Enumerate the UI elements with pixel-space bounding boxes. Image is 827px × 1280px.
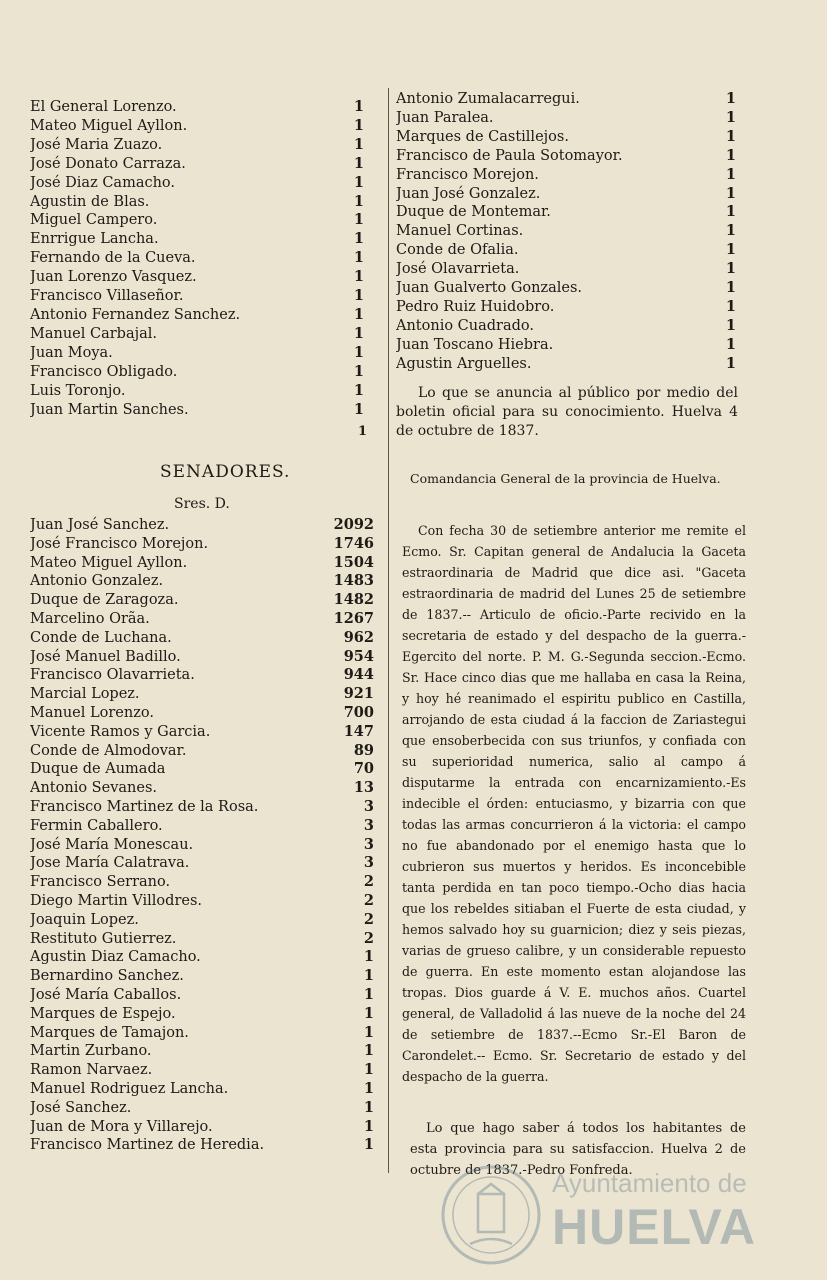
senador-row-name: Agustin Diaz Camacho. bbox=[30, 949, 201, 966]
senador-row bbox=[30, 1042, 374, 1061]
senador-row bbox=[30, 1005, 374, 1024]
senador-row-votes: 1 bbox=[363, 1136, 374, 1154]
deputy-row bbox=[396, 128, 736, 147]
senador-row-votes: 1 bbox=[363, 1061, 374, 1079]
senadores-heading: SENADORES. bbox=[160, 462, 291, 482]
senador-row-votes: 2 bbox=[363, 873, 374, 891]
deputy-row-name: Agustin de Blas. bbox=[30, 193, 150, 210]
senador-row-name: Antonio Gonzalez. bbox=[30, 573, 164, 590]
deputy-row-votes: 1 bbox=[353, 211, 364, 229]
deputy-row-name: Francisco de Paula Sotomayor. bbox=[396, 147, 623, 164]
deputy-row bbox=[396, 166, 736, 185]
closing-paragraph: Lo que hago saber á todos los habitantes de esta provincia para su satisfaccion. Huelva 2 de octubre de 1837.-Pedro Fonfreda. bbox=[410, 1121, 746, 1178]
deputies-list-left bbox=[30, 98, 364, 419]
senador-row-name: Diego Martin Villodres. bbox=[30, 892, 203, 909]
deputy-row bbox=[396, 279, 736, 298]
deputy-row-votes: 1 bbox=[353, 230, 364, 248]
deputy-row bbox=[396, 185, 736, 204]
deputy-row-name: José Donato Carraza. bbox=[30, 155, 186, 172]
deputy-row-votes: 1 bbox=[725, 316, 736, 334]
senador-row-name: Restituto Gutierrez. bbox=[30, 930, 177, 947]
deputy-row-votes: 1 bbox=[725, 222, 736, 240]
deputy-row-votes: 1 bbox=[353, 116, 364, 134]
senador-row bbox=[30, 1080, 374, 1099]
deputy-row-votes: 1 bbox=[353, 154, 364, 172]
deputy-row-name: Juan Moya. bbox=[30, 344, 113, 361]
deputy-row bbox=[30, 249, 364, 268]
huelva-crest-icon bbox=[436, 1160, 546, 1270]
deputy-row-votes: 1 bbox=[353, 135, 364, 153]
senador-row-votes: 1 bbox=[363, 1042, 374, 1060]
senador-row-votes: 1 bbox=[363, 985, 374, 1003]
deputy-row bbox=[30, 401, 364, 420]
deputy-row-name: Enrrigue Lancha. bbox=[30, 231, 159, 248]
senador-row-votes: 3 bbox=[363, 816, 374, 834]
deputy-row bbox=[30, 268, 364, 287]
deputy-row-name: Manuel Cortinas. bbox=[396, 223, 524, 240]
deputy-row-votes: 1 bbox=[353, 381, 364, 399]
senador-row-votes: 3 bbox=[363, 797, 374, 815]
senador-row-votes: 1267 bbox=[333, 609, 374, 627]
watermark-line1: Ayuntamiento de bbox=[552, 1168, 747, 1198]
senador-row bbox=[30, 873, 374, 892]
deputy-row bbox=[396, 147, 736, 166]
senador-row bbox=[30, 854, 374, 873]
deputy-row-votes: 1 bbox=[725, 241, 736, 259]
deputy-row-votes: 1 bbox=[725, 297, 736, 315]
senador-row-votes: 70 bbox=[353, 760, 374, 778]
deputy-row bbox=[396, 90, 736, 109]
senador-row bbox=[30, 685, 374, 704]
senador-row bbox=[30, 817, 374, 836]
senador-row-name: Vicente Ramos y Garcia. bbox=[30, 723, 211, 740]
deputy-row bbox=[396, 241, 736, 260]
senador-row-name: José Sanchez. bbox=[30, 1099, 132, 1116]
senador-row-votes: 1 bbox=[363, 1004, 374, 1022]
senador-row bbox=[30, 648, 374, 667]
deputy-row-votes: 1 bbox=[353, 192, 364, 210]
senador-row-votes: 1 bbox=[363, 948, 374, 966]
senador-row-name: Joaquin Lopez. bbox=[30, 911, 139, 928]
senador-row-name: Juan de Mora y Villarejo. bbox=[30, 1118, 213, 1135]
deputy-row-votes: 1 bbox=[353, 173, 364, 191]
senador-row-name: Antonio Sevanes. bbox=[30, 780, 158, 797]
senador-row bbox=[30, 779, 374, 798]
senador-row bbox=[30, 930, 374, 949]
senador-row-votes: 700 bbox=[343, 703, 374, 721]
senador-row-votes: 1746 bbox=[333, 534, 374, 552]
deputy-row-votes: 1 bbox=[353, 343, 364, 361]
senador-row-name: José Francisco Morejon. bbox=[30, 535, 209, 552]
senador-row-name: Manuel Lorenzo. bbox=[30, 704, 154, 721]
deputy-row bbox=[396, 355, 736, 374]
deputy-row-votes: 1 bbox=[725, 146, 736, 164]
senador-row bbox=[30, 986, 374, 1005]
senador-row-name: Francisco Martinez de Heredia. bbox=[30, 1137, 265, 1154]
deputy-row-name: Fernando de la Cueva. bbox=[30, 250, 196, 267]
deputy-row bbox=[30, 136, 364, 155]
senador-row-votes: 1504 bbox=[333, 553, 374, 571]
deputy-row bbox=[30, 344, 364, 363]
deputy-row-name: Francisco Morejon. bbox=[396, 166, 539, 183]
senador-row bbox=[30, 629, 374, 648]
deputy-row-votes: 1 bbox=[725, 203, 736, 221]
senador-row bbox=[30, 742, 374, 761]
senador-row-votes: 3 bbox=[363, 854, 374, 872]
deputy-row-votes: 1 bbox=[725, 354, 736, 372]
deputy-row-votes: 1 bbox=[725, 260, 736, 278]
senador-row-name: Duque de Zaragoza. bbox=[30, 592, 179, 609]
deputy-row-name: Juan Lorenzo Vasquez. bbox=[30, 269, 197, 286]
deputy-row-name: Conde de Ofalia. bbox=[396, 242, 519, 259]
announcement-paragraph: Lo que se anuncia al público por medio del boletin oficial para su conocimiento. Huelva 4 de octubre de 1837. bbox=[396, 385, 738, 439]
senador-row-votes: 954 bbox=[343, 647, 374, 665]
senador-row-name: Manuel Rodriguez Lancha. bbox=[30, 1080, 229, 1097]
deputy-row-votes: 1 bbox=[725, 90, 736, 107]
deputy-row-votes: 1 bbox=[353, 268, 364, 286]
senador-row bbox=[30, 1099, 374, 1118]
deputy-row-votes: 1 bbox=[725, 165, 736, 183]
senador-row-votes: 13 bbox=[353, 779, 374, 797]
deputy-row-name: José Olavarrieta. bbox=[396, 261, 520, 278]
senador-row-name: José María Caballos. bbox=[30, 986, 182, 1003]
senador-row-votes: 1482 bbox=[333, 591, 374, 609]
deputy-row bbox=[30, 382, 364, 401]
senador-row-name: Jose María Calatrava. bbox=[30, 855, 190, 872]
senador-row-name: Bernardino Sanchez. bbox=[30, 968, 184, 985]
deputies-list-right bbox=[396, 90, 736, 374]
column-divider bbox=[388, 88, 389, 1173]
deputy-row bbox=[396, 317, 736, 336]
deputy-row-votes: 1 bbox=[353, 249, 364, 267]
deputy-row-votes: 1 bbox=[725, 335, 736, 353]
senador-row-votes: 1 bbox=[363, 967, 374, 985]
deputy-row-votes: 1 bbox=[353, 287, 364, 305]
senador-row-name: Francisco Olavarrieta. bbox=[30, 667, 195, 684]
senador-row-name: Juan José Sanchez. bbox=[30, 517, 170, 533]
deputy-row bbox=[30, 211, 364, 230]
deputy-row-name: Mateo Miguel Ayllon. bbox=[30, 117, 188, 134]
senador-row-votes: 1 bbox=[363, 1023, 374, 1041]
left-list-trailing-number: 1 bbox=[358, 424, 368, 439]
senador-row-name: Ramon Narvaez. bbox=[30, 1062, 153, 1079]
deputy-row-name: Juan Martin Sanches. bbox=[30, 401, 189, 418]
deputy-row-name: José Diaz Camacho. bbox=[30, 174, 176, 191]
deputy-row bbox=[30, 230, 364, 249]
deputy-row-name: Francisco Obligado. bbox=[30, 363, 178, 380]
deputy-row-name: Juan Gualverto Gonzales. bbox=[396, 280, 583, 297]
senador-row bbox=[30, 1136, 374, 1155]
senador-row-name: Marques de Tamajon. bbox=[30, 1024, 189, 1041]
senador-row bbox=[30, 948, 374, 967]
senador-row bbox=[30, 723, 374, 742]
deputy-row-name: Juan Toscano Hiebra. bbox=[396, 336, 554, 353]
senador-row-name: Martin Zurbano. bbox=[30, 1043, 152, 1060]
senadores-list bbox=[30, 516, 374, 1155]
senador-row bbox=[30, 535, 374, 554]
senador-row bbox=[30, 967, 374, 986]
deputy-row bbox=[30, 155, 364, 174]
senador-row-name: Mateo Miguel Ayllon. bbox=[30, 554, 188, 571]
senador-row-votes: 3 bbox=[363, 835, 374, 853]
deputy-row-votes: 1 bbox=[725, 279, 736, 297]
deputy-row bbox=[396, 336, 736, 355]
deputy-row-votes: 1 bbox=[353, 305, 364, 323]
senador-row-name: Conde de Luchana. bbox=[30, 629, 172, 646]
deputy-row-name: Luis Toronjo. bbox=[30, 382, 126, 399]
senador-row-votes: 89 bbox=[353, 741, 374, 759]
deputy-row bbox=[30, 363, 364, 382]
senador-row-name: Marcial Lopez. bbox=[30, 686, 140, 703]
deputy-row-name: Antonio Cuadrado. bbox=[396, 317, 534, 334]
deputy-row bbox=[396, 298, 736, 317]
senador-row bbox=[30, 591, 374, 610]
deputy-row-name: Manuel Carbajal. bbox=[30, 325, 157, 342]
deputy-row-name: Marques de Castillejos. bbox=[396, 128, 569, 145]
senador-row bbox=[30, 572, 374, 591]
senador-row-votes: 921 bbox=[343, 685, 374, 703]
senador-row bbox=[30, 704, 374, 723]
deputy-row-votes: 1 bbox=[353, 400, 364, 418]
deputy-row-name: Juan Paralea. bbox=[396, 109, 494, 126]
senador-row bbox=[30, 760, 374, 779]
deputy-row-name: Miguel Campero. bbox=[30, 212, 158, 229]
senador-row-name: Duque de Aumada bbox=[30, 761, 166, 778]
senador-row-votes: 2 bbox=[363, 910, 374, 928]
senador-row bbox=[30, 666, 374, 685]
senador-row bbox=[30, 610, 374, 629]
senador-row-votes: 1 bbox=[363, 1117, 374, 1135]
watermark-line2: HUELVA bbox=[552, 1199, 757, 1255]
deputy-row bbox=[30, 98, 364, 117]
senador-row-votes: 147 bbox=[343, 722, 374, 740]
senador-row-name: Francisco Serrano. bbox=[30, 874, 171, 891]
deputy-row bbox=[30, 117, 364, 136]
comandancia-heading: Comandancia General de la provincia de Huelva. bbox=[410, 471, 721, 486]
senador-row bbox=[30, 1024, 374, 1043]
deputy-row-name: Antonio Fernandez Sanchez. bbox=[30, 306, 241, 323]
deputy-row-name: Francisco Villaseñor. bbox=[30, 288, 184, 305]
deputy-row bbox=[396, 109, 736, 128]
watermark bbox=[432, 1160, 802, 1270]
senador-row bbox=[30, 836, 374, 855]
senador-row-name: José Manuel Badillo. bbox=[30, 648, 181, 665]
deputy-row-votes: 1 bbox=[725, 184, 736, 202]
deputy-row-votes: 1 bbox=[353, 324, 364, 342]
senador-row-votes: 962 bbox=[343, 628, 374, 646]
deputy-row bbox=[396, 260, 736, 279]
senador-row bbox=[30, 516, 374, 535]
senador-row-votes: 1 bbox=[363, 1098, 374, 1116]
senador-row bbox=[30, 892, 374, 911]
deputy-row-votes: 1 bbox=[725, 127, 736, 145]
senador-row-name: Francisco Martinez de la Rosa. bbox=[30, 798, 259, 815]
deputy-row-name: Pedro Ruiz Huidobro. bbox=[396, 298, 555, 315]
deputy-row bbox=[30, 306, 364, 325]
senador-row bbox=[30, 798, 374, 817]
deputy-row bbox=[396, 222, 736, 241]
deputy-row bbox=[30, 193, 364, 212]
senador-row-votes: 1483 bbox=[333, 572, 374, 590]
senador-row bbox=[30, 1118, 374, 1137]
deputy-row bbox=[30, 174, 364, 193]
senador-row-votes: 2092 bbox=[333, 516, 374, 533]
deputy-row bbox=[396, 203, 736, 222]
senador-row-name: José María Monescau. bbox=[30, 836, 194, 853]
senador-row bbox=[30, 911, 374, 930]
deputy-row-name: Duque de Montemar. bbox=[396, 204, 551, 221]
gaceta-body-paragraph: Con fecha 30 de setiembre anterior me remite el Ecmo. Sr. Capitan general de Andalucia la Gaceta estraordinaria de Madrid que dice asi. "Gaceta estraordinaria de madrid del Lunes 25 de setiembre de 1837.-- Articulo de oficio.-Parte recivido en la secretaria de estado y del despacho de la guerra.-Egercito del norte. P. M. G.-Segunda seccion.-Ecmo. Sr. Hace cinco dias que me hallaba en casa la Reina, y hoy hé reanimado el espiritu publico en Castilla, arrojando de esta ciudad á la faccion de Zariastegui que ensoberbecida con sus triunfos, y confiada con su superioridad numerica, salio al campo á disputarme la entrada con encarnizamiento.-Es indecible el órden: entuciasmo, y bizarria con que todas las armas concurrieron á la victoria: el campo no fue abandonado por el enemigo hasta que lo cubrieron sus muertos y heridos. Es inconcebible tanta perdida en tan poco tiempo.-Ocho dias hacia que los rebeldes sitiaban el Fuerte de esta ciudad, y hemos salvado hoy su guarnicion; diez y seis piezas, varias de grueso calibre, y un considerable repuesto de guerra. En este momento estan alojandose las tropas. Dios guarde á V. E. muchos años. Cuartel general, de Valladolid á las nueve de la noche del 24 de setiembre de 1837.--Ecmo Sr.-El Baron de Carondelet.-- Ecmo. Sr. Secretario de estado y del despacho de la guerra. bbox=[402, 523, 746, 1084]
deputy-row-votes: 1 bbox=[353, 98, 364, 115]
senador-row-name: Marcelino Orãa. bbox=[30, 610, 150, 627]
deputy-row-votes: 1 bbox=[725, 108, 736, 126]
deputy-row-name: Agustin Arguelles. bbox=[396, 355, 532, 372]
senadores-subheading: Sres. D. bbox=[174, 496, 230, 512]
senador-row-name: Fermin Caballero. bbox=[30, 817, 163, 834]
deputy-row-name: Juan José Gonzalez. bbox=[396, 185, 541, 202]
senador-row bbox=[30, 1061, 374, 1080]
deputy-row-votes: 1 bbox=[353, 362, 364, 380]
senador-row-name: Conde de Almodovar. bbox=[30, 742, 187, 759]
senador-row bbox=[30, 554, 374, 573]
senador-row-votes: 2 bbox=[363, 891, 374, 909]
deputy-row-name: Antonio Zumalacarregui. bbox=[396, 91, 580, 107]
senador-row-votes: 944 bbox=[343, 666, 374, 684]
senador-row-votes: 2 bbox=[363, 929, 374, 947]
senador-row-votes: 1 bbox=[363, 1079, 374, 1097]
deputy-row bbox=[30, 287, 364, 306]
deputy-row-name: José Maria Zuazo. bbox=[30, 136, 163, 153]
deputy-row-name: El General Lorenzo. bbox=[30, 99, 177, 115]
deputy-row bbox=[30, 325, 364, 344]
senador-row-name: Marques de Espejo. bbox=[30, 1005, 176, 1022]
